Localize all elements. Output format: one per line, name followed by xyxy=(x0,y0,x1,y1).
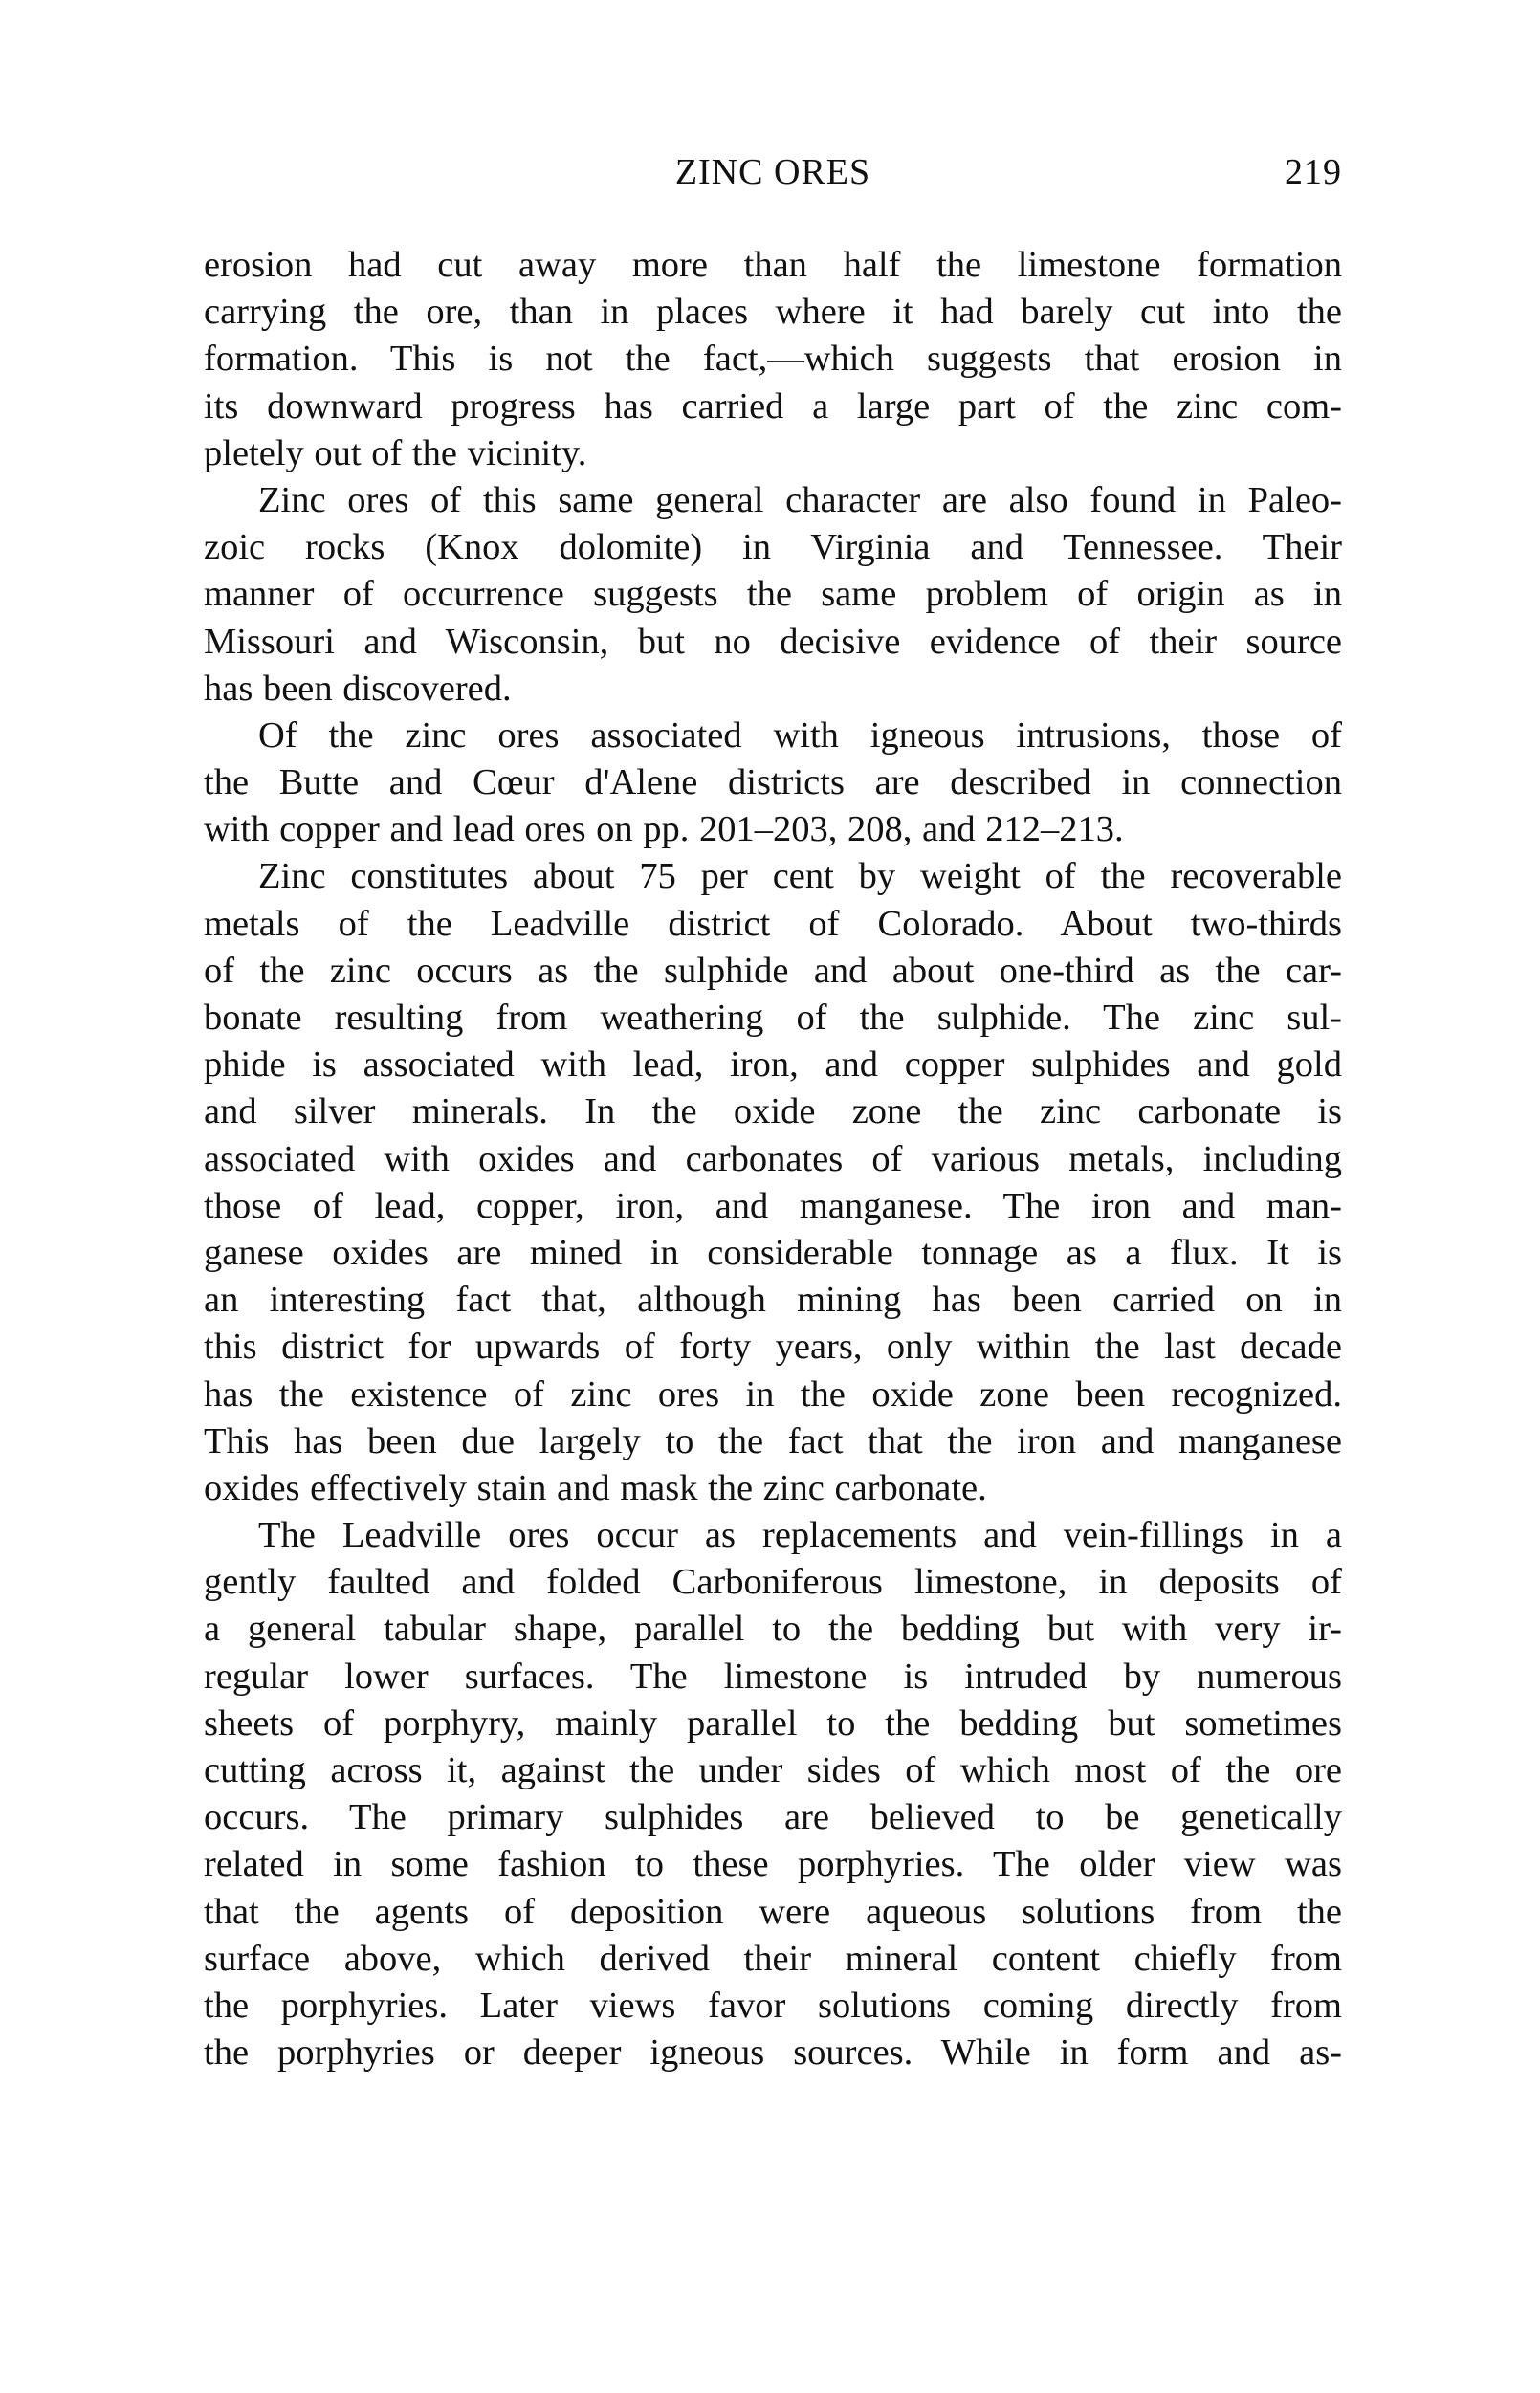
running-head xyxy=(204,151,1342,209)
text-line: the porphyries or deeper igneous sources. While in form and as- xyxy=(204,2032,1342,2074)
text-line: cutting across it, against the under sides of which most of the ore xyxy=(204,1750,1342,1790)
text-line: those of lead, copper, iron, and manganese. The iron and man- xyxy=(204,1185,1342,1226)
text-line: The Leadville ores occur as replacements and vein-fillings in a xyxy=(258,1515,1342,1556)
page-number: 219 xyxy=(1285,152,1342,192)
text-line: this district for upwards of forty years, only within the last decade xyxy=(204,1327,1342,1368)
text-line: bonate resulting from weathering of the sulphide. The zinc sul- xyxy=(204,998,1342,1038)
text-line: erosion had cut away more than half the limestone formation xyxy=(204,245,1342,285)
book-page xyxy=(204,151,1342,2076)
text-line: Zinc constitutes about 75 per cent by weight of the recoverable xyxy=(258,856,1342,897)
text-line: an interesting fact that, although mining has been carried on in xyxy=(204,1280,1342,1321)
text-line: ganese oxides are mined in considerable tonnage as a flux. It is xyxy=(204,1232,1342,1273)
text-line: its downward progress has carried a large part of the zinc com- xyxy=(204,385,1342,427)
text-line: related in some fashion to these porphyries. The older view was xyxy=(204,1844,1342,1885)
paragraph xyxy=(204,713,1342,854)
paragraph xyxy=(204,1512,1342,2076)
text-line: Missouri and Wisconsin, but no decisive evidence of their source xyxy=(204,621,1342,662)
text-line: This has been due largely to the fact that the iron and manganese xyxy=(204,1420,1342,1461)
paragraph xyxy=(204,477,1342,713)
text-line: has the existence of zinc ores in the oxide zone been recognized. xyxy=(204,1373,1342,1415)
text-line: the porphyries. Later views favor solutions coming directly from xyxy=(204,1985,1342,2026)
body-text xyxy=(204,242,1342,2076)
text-line: Of the zinc ores associated with igneous intrusions, those of xyxy=(258,714,1342,756)
text-line: carrying the ore, than in places where it had barely cut into the xyxy=(204,292,1342,333)
text-line: pletely out of the vicinity. xyxy=(204,432,587,473)
text-line: with copper and lead ores on pp. 201–203, 208, and 212–213. xyxy=(204,809,1124,850)
text-line: metals of the Leadville district of Colorado. About two-thirds xyxy=(204,903,1342,944)
text-line: of the zinc occurs as the sulphide and about one-third as the car- xyxy=(204,950,1342,991)
text-line: Zinc ores of this same general character are also found in Paleo- xyxy=(258,479,1342,520)
text-line: gently faulted and folded Carboniferous limestone, in deposits of xyxy=(204,1562,1342,1603)
text-line: has been discovered. xyxy=(204,668,512,709)
running-title: ZINC ORES xyxy=(674,152,871,192)
text-line: sheets of porphyry, mainly parallel to the bedding but sometimes xyxy=(204,1702,1342,1744)
paragraph xyxy=(204,242,1342,477)
text-line: regular lower surfaces. The limestone is intruded by numerous xyxy=(204,1656,1342,1697)
text-line: formation. This is not the fact,—which suggests that erosion in xyxy=(204,339,1342,380)
text-line: zoic rocks (Knox dolomite) in Virginia and Tennessee. Their xyxy=(204,527,1342,568)
text-line: a general tabular shape, parallel to the bedding but with very ir- xyxy=(204,1609,1342,1650)
text-line: the Butte and Cœur d'Alene districts are described in connection xyxy=(204,762,1342,803)
text-line: oxides effectively stain and mask the zinc carbonate. xyxy=(204,1467,987,1508)
paragraph xyxy=(204,853,1342,1512)
text-line: occurs. The primary sulphides are believed to be genetically xyxy=(204,1797,1342,1838)
text-line: associated with oxides and carbonates of various metals, including xyxy=(204,1138,1342,1179)
text-line: and silver minerals. In the oxide zone the zinc carbonate is xyxy=(204,1091,1342,1132)
text-line: manner of occurrence suggests the same problem of origin as in xyxy=(204,574,1342,615)
text-line: that the agents of deposition were aqueous solutions from the xyxy=(204,1891,1342,1932)
text-line: surface above, which derived their mineral content chiefly from xyxy=(204,1938,1342,1979)
text-line: phide is associated with lead, iron, and copper sulphides and gold xyxy=(204,1044,1342,1086)
